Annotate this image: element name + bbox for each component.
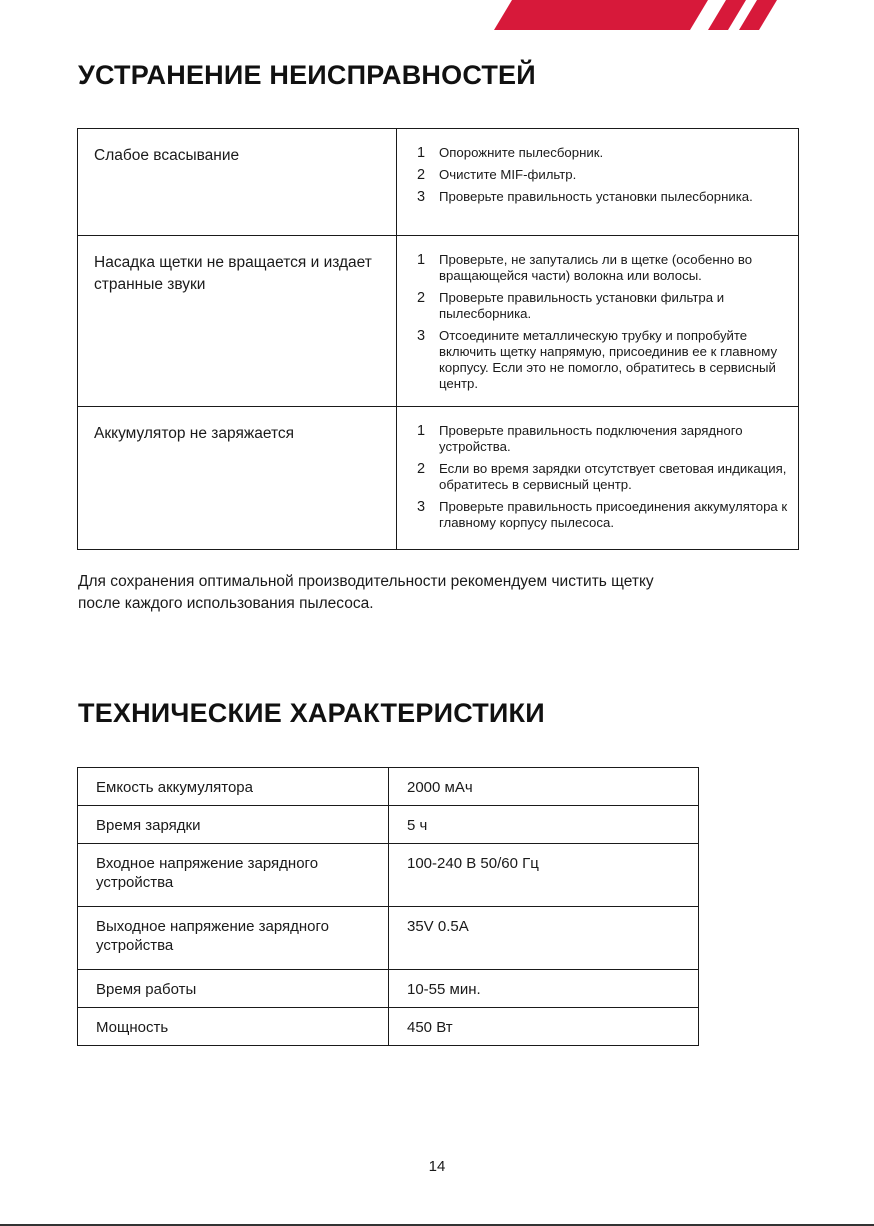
step-number: 3 <box>417 499 426 515</box>
step-item <box>417 252 788 284</box>
spec-label: Емкость аккумулятора <box>78 768 389 806</box>
step-item <box>417 423 788 455</box>
step-item <box>417 328 788 392</box>
step-item <box>417 290 788 322</box>
spec-value: 35V 0.5A <box>389 907 699 970</box>
step-number: 2 <box>417 167 426 183</box>
spec-label: Мощность <box>78 1008 389 1046</box>
corner-stripes-decoration <box>0 0 874 30</box>
step-text: Если во время зарядки отсутствует световая индикация, обратитесь в сервисный центр. <box>439 461 787 492</box>
step-item <box>417 499 788 531</box>
problem-cell: Аккумулятор не заряжается <box>78 407 397 550</box>
table-row <box>78 768 699 806</box>
step-text: Проверьте правильность подключения зарядного устройства. <box>439 423 743 454</box>
spec-label: Время зарядки <box>78 806 389 844</box>
table-row <box>78 407 799 550</box>
step-item <box>417 189 788 205</box>
spec-value: 5 ч <box>389 806 699 844</box>
step-item <box>417 145 788 161</box>
spec-value: 100-240 В 50/60 Гц <box>389 844 699 907</box>
step-number: 2 <box>417 461 426 477</box>
table-row <box>78 844 699 907</box>
steps-cell <box>397 236 799 407</box>
spec-value: 10-55 мин. <box>389 970 699 1008</box>
maintenance-note: Для сохранения оптимальной производительности рекомендуем чистить щетку после каждого использования пылесоса. <box>78 573 654 612</box>
step-text: Проверьте правильность установки фильтра и пылесборника. <box>439 290 725 321</box>
table-row <box>78 907 699 970</box>
step-number: 1 <box>417 145 426 161</box>
spec-label: Время работы <box>78 970 389 1008</box>
table-row <box>78 806 699 844</box>
table-row <box>78 129 799 236</box>
table-row <box>78 236 799 407</box>
step-number: 2 <box>417 290 426 306</box>
problem-cell: Слабое всасывание <box>78 129 397 236</box>
spec-value: 450 Вт <box>389 1008 699 1046</box>
problem-cell: Насадка щетки не вращается и издает странные звуки <box>78 236 397 407</box>
step-text: Опорожните пылесборник. <box>439 145 604 160</box>
step-text: Проверьте правильность присоединения аккумулятора к главному корпусу пылесоса. <box>439 499 788 530</box>
specs-title: ТЕХНИЧЕСКИЕ ХАРАКТЕРИСТИКИ <box>78 698 545 728</box>
steps-cell <box>397 129 799 236</box>
spec-label: Выходное напряжение зарядного устройства <box>78 907 389 970</box>
steps-cell <box>397 407 799 550</box>
step-number: 3 <box>417 189 426 205</box>
step-number: 1 <box>417 423 426 439</box>
step-item <box>417 167 788 183</box>
troubleshooting-table <box>77 128 799 550</box>
spec-label: Входное напряжение зарядного устройства <box>78 844 389 907</box>
spec-value: 2000 мАч <box>389 768 699 806</box>
step-number: 1 <box>417 252 426 268</box>
table-row <box>78 1008 699 1046</box>
troubleshooting-title: УСТРАНЕНИЕ НЕИСПРАВНОСТЕЙ <box>78 60 536 90</box>
table-row <box>78 970 699 1008</box>
step-number: 3 <box>417 328 426 344</box>
step-item <box>417 461 788 493</box>
step-text: Очистите MIF-фильтр. <box>439 167 577 182</box>
step-text: Проверьте, не запутались ли в щетке (особенно во вращающейся части) волокна или волосы. <box>439 252 753 283</box>
step-text: Проверьте правильность установки пылесборника. <box>439 189 753 204</box>
page-number: 14 <box>428 1158 446 1175</box>
step-text: Отсоедините металлическую трубку и попробуйте включить щетку напрямую, присоединив ее к главному корпусу. Если это не помогло, обратитесь в сервисный центр. <box>439 328 778 391</box>
specs-table <box>77 767 699 1046</box>
